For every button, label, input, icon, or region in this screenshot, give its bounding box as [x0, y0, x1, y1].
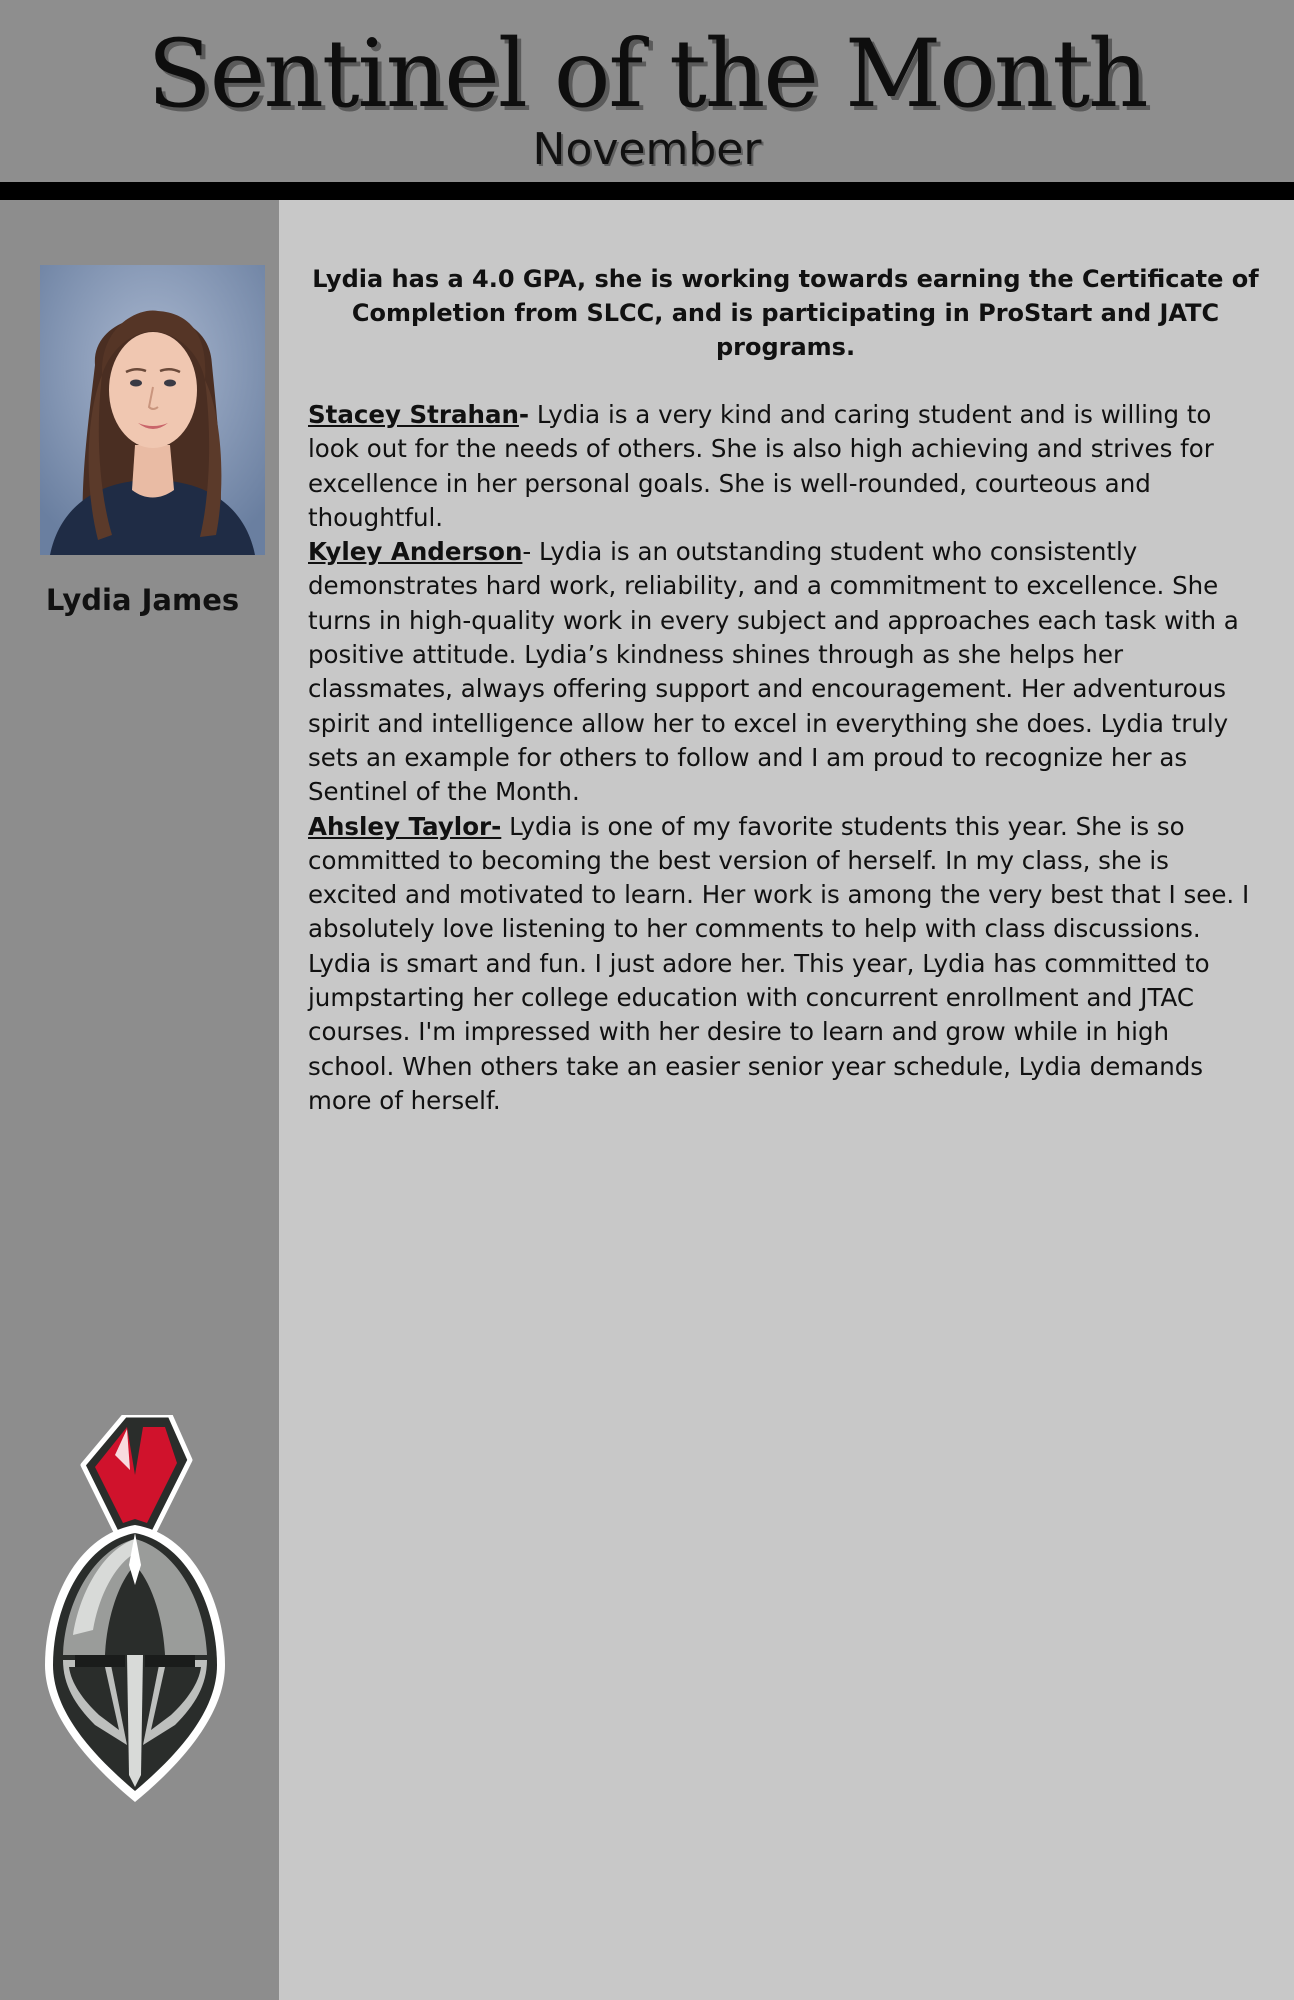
testimonial-2	[308, 535, 1263, 809]
header-divider	[0, 182, 1294, 200]
testimonial-author: Stacey Strahan	[308, 400, 519, 429]
testimonial-text: Lydia is one of my favorite students this year. She is so committed to becoming the best version of herself. In my class, she is excited and motivated to learn. Her work is among the very best that I see. I absolutely love listening to her comments to help with class discussions. Lydia is smart and fun. I just adore her. This year, Lydia has committed to jumpstarting her college education with concurrent enrollment and JTAC courses. I'm impressed with her desire to learn and grow while in high school. When others take an easier senior year schedule, Lydia demands more of herself.	[308, 811, 1250, 1115]
month-subtitle: November	[532, 124, 762, 175]
testimonial-text: - Lydia is an outstanding student who consistently demonstrates hard work, reliability, and a commitment to excellence. She turns in high-quality work in every subject and approaches each task with a positive attitude. Lydia’s kindness shines through as she helps her classmates, always offering support and encouragement. Her adventurous spirit and intelligence allow her to excel in everything she does. Lydia truly sets an example for others to follow and I am proud to recognize her as Sentinel of the Month.	[308, 537, 1239, 807]
main-content	[308, 262, 1263, 1118]
testimonial-3	[308, 810, 1263, 1119]
testimonial-author: Ahsley Taylor-	[308, 811, 502, 841]
student-name: Lydia James	[45, 583, 240, 617]
testimonial-separator: -	[518, 400, 530, 429]
testimonial-author: Kyley Anderson	[308, 537, 523, 567]
page-title: Sentinel of the Month	[147, 20, 1147, 129]
sentinel-helmet-logo	[35, 1415, 235, 1805]
achievement-summary: Lydia has a 4.0 GPA, she is working towards earning the Certificate of Completion from SLCC, and is participating in ProStart and JATC programs.	[312, 265, 1259, 361]
page-header	[0, 0, 1294, 182]
student-photo	[40, 265, 265, 555]
testimonial-text: Lydia is a very kind and caring student and is willing to look out for the needs of others. She is also high achieving and strives for excellence in her personal goals. She is well-rounded, courteous and thoughtful.	[308, 400, 1214, 532]
testimonial-1	[308, 398, 1263, 535]
